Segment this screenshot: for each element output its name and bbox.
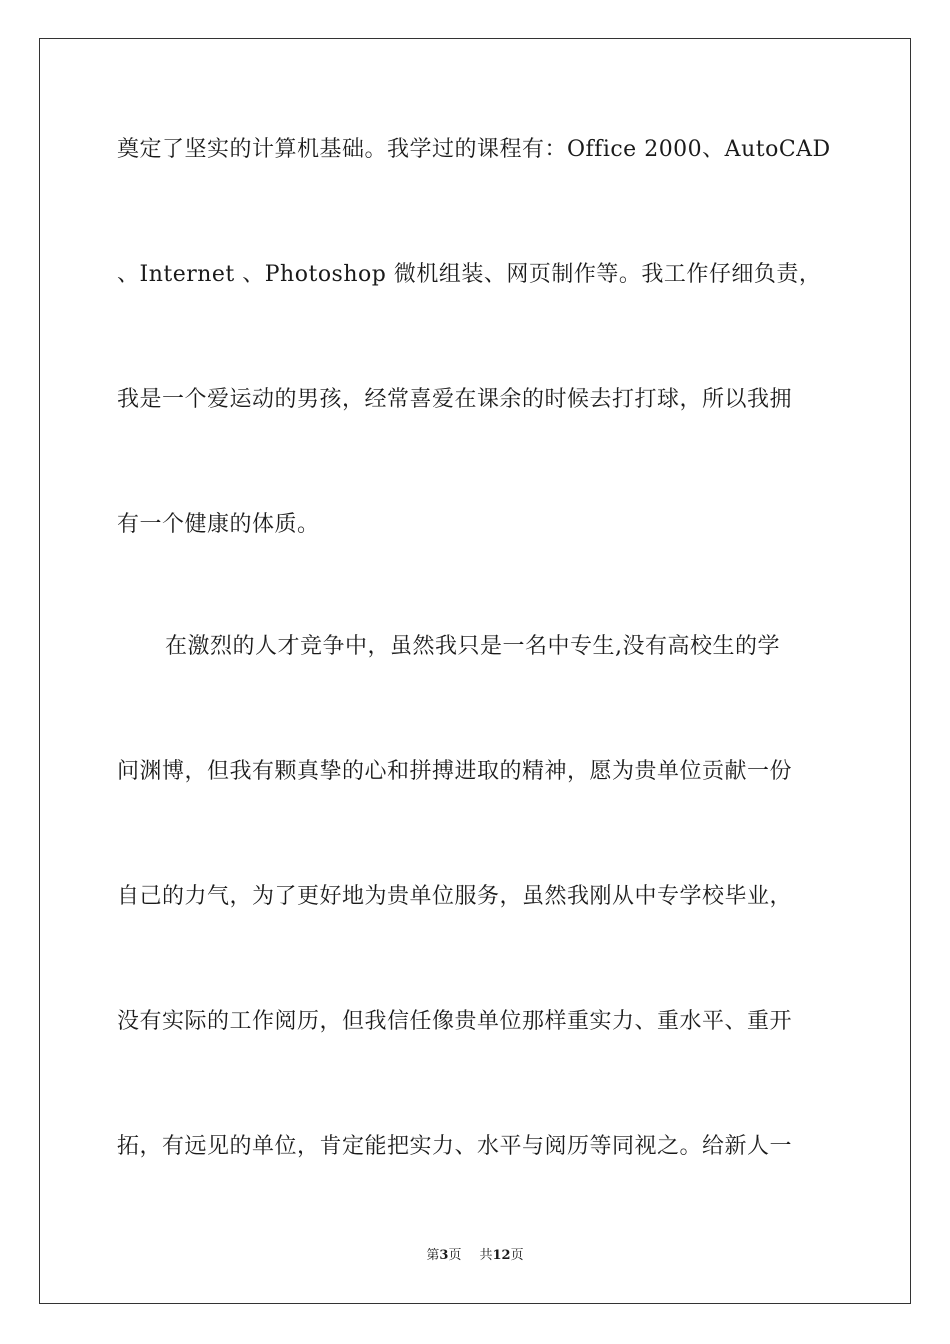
body-line-7: 自己的力气，为了更好地为贵单位服务，虽然我刚从中专学校毕业，: [117, 884, 793, 909]
total-pages: 12: [492, 1248, 511, 1263]
page-footer: [0, 1247, 950, 1265]
body-line-9: 拓，有远见的单位，肯定能把实力、水平与阅历等同视之。给新人一: [117, 1134, 793, 1159]
body-line-5-paragraph-start: 在激烈的人才竞争中，虽然我只是一名中专生,没有高校生的学: [165, 634, 780, 659]
body-line-3: 我是一个爱运动的男孩，经常喜爱在课余的时候去打打球，所以我拥: [117, 387, 793, 412]
page-suffix: 页: [448, 1248, 462, 1263]
page-border: [39, 38, 911, 1304]
body-line-2: 、Internet 、Photoshop 微机组装、网页制作等。我工作仔细负责，: [117, 262, 822, 287]
page-number: 3: [439, 1248, 449, 1263]
body-line-1: 奠定了坚实的计算机基础。我学过的课程有：Office 2000、AutoCAD: [117, 137, 831, 162]
total-prefix: 共: [479, 1248, 493, 1263]
body-line-6: 问渊博，但我有颗真挚的心和拼搏进取的精神，愿为贵单位贡献一份: [117, 759, 793, 784]
body-line-8: 没有实际的工作阅历，但我信任像贵单位那样重实力、重水平、重开: [117, 1009, 793, 1034]
total-suffix: 页: [510, 1248, 524, 1263]
page-prefix: 第: [426, 1248, 440, 1263]
body-line-4: 有一个健康的体质。: [117, 512, 320, 537]
